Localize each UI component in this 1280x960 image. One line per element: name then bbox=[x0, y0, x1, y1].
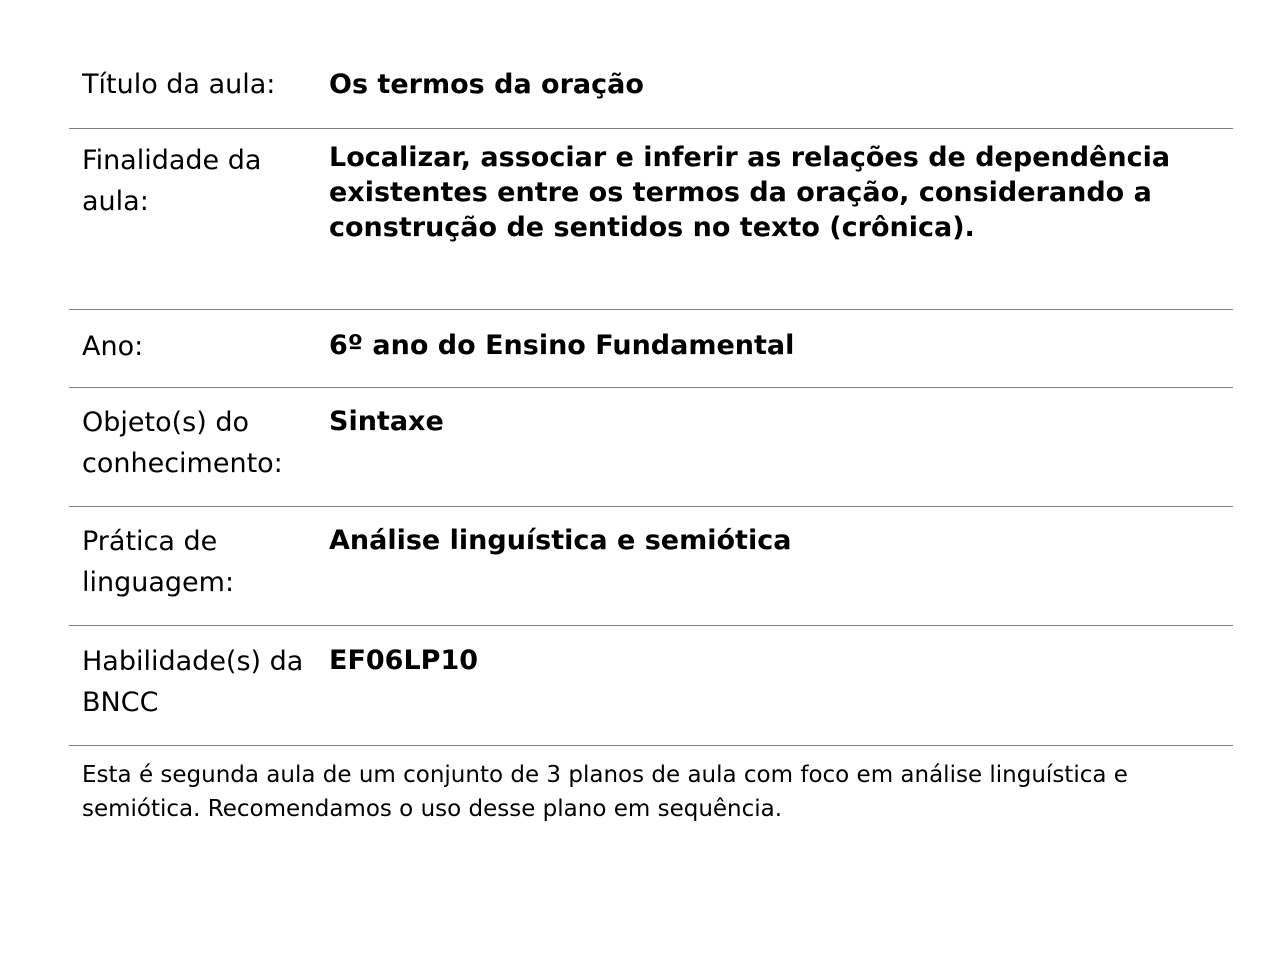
label-finalidade: Finalidade da aula: bbox=[82, 145, 262, 217]
row-objeto bbox=[69, 388, 1233, 507]
value-ano: 6º ano do Ensino Fundamental bbox=[329, 330, 795, 361]
label-titulo: Título da aula: bbox=[82, 69, 276, 100]
label-ano: Ano: bbox=[82, 331, 144, 362]
label-pratica: Prática de linguagem: bbox=[82, 526, 235, 598]
row-finalidade bbox=[69, 129, 1233, 310]
row-pratica bbox=[69, 507, 1233, 626]
label-objeto: Objeto(s) do conhecimento: bbox=[82, 407, 283, 479]
row-ano bbox=[69, 310, 1233, 388]
row-titulo bbox=[69, 56, 1233, 129]
value-habilidade: EF06LP10 bbox=[329, 645, 479, 676]
row-habilidade bbox=[69, 626, 1233, 746]
value-finalidade: Localizar, associar e inferir as relações de dependência existentes entre os termos da oração, considerando a construção de sentidos no texto (crônica). bbox=[329, 142, 1171, 243]
value-pratica: Análise linguística e semiótica bbox=[329, 525, 792, 556]
value-titulo: Os termos da oração bbox=[329, 69, 644, 100]
sequence-note: Esta é segunda aula de um conjunto de 3 planos de aula com foco em análise linguística e semiótica. Recomendamos o uso desse plano em sequência. bbox=[82, 762, 1128, 822]
label-habilidade: Habilidade(s) da BNCC bbox=[82, 646, 304, 718]
value-objeto: Sintaxe bbox=[329, 406, 444, 437]
lesson-plan-table bbox=[69, 56, 1233, 826]
